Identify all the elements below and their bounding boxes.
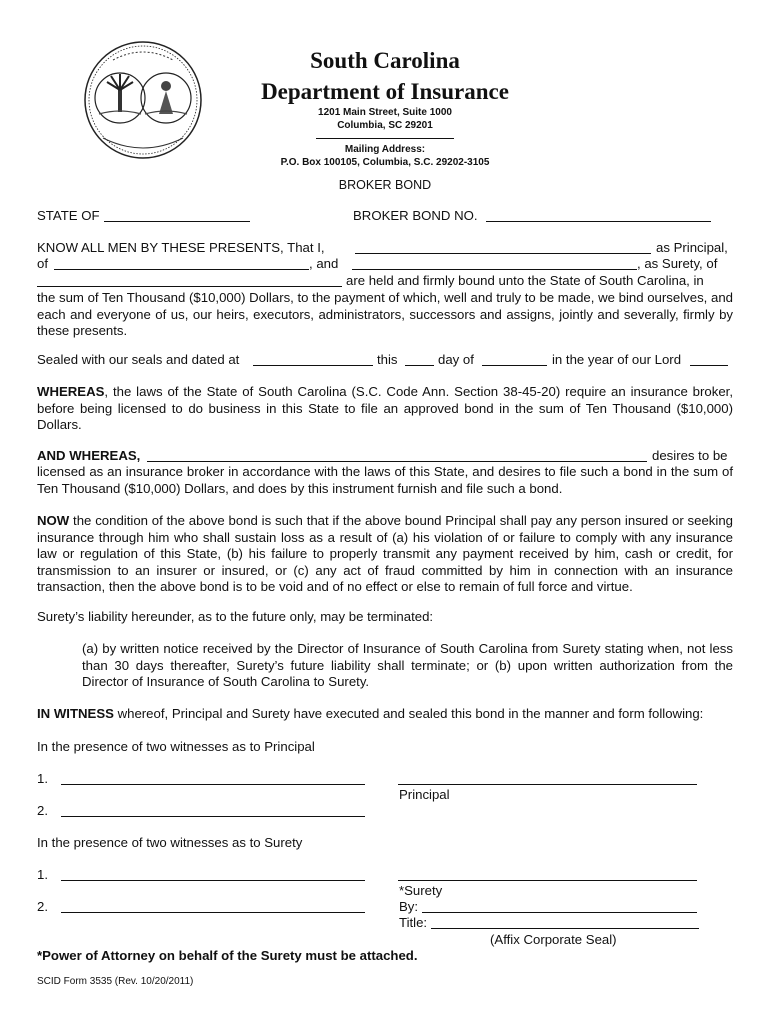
sealed-year-label: in the year of our Lord xyxy=(552,352,682,367)
surety-address-field[interactable] xyxy=(37,286,342,287)
whereas-lead: WHEREAS xyxy=(37,384,105,399)
state-of-field[interactable] xyxy=(104,221,250,222)
termination-text: (a) by written notice received by the Director of Insurance of South Carolina from Surety stating when, not less than 30 days thereafter, Surety’s future liability shall terminate; or (b) upon written authorization from the Director of Insurance of South Carolina to Surety. xyxy=(82,641,733,689)
principal-witness-2-number: 2. xyxy=(37,803,48,818)
sealed-day-of-label: day of xyxy=(438,352,474,367)
surety-label: *Surety xyxy=(399,883,443,898)
and-whereas-name-field[interactable] xyxy=(147,461,647,462)
principal-address-field[interactable] xyxy=(54,269,309,270)
sealed-this-label: this xyxy=(377,352,398,367)
form-id: SCID Form 3535 (Rev. 10/20/2011) xyxy=(37,976,194,987)
state-of-label: STATE OF xyxy=(37,208,100,223)
sealed-label: Sealed with our seals and dated at xyxy=(37,352,240,367)
header-divider xyxy=(316,138,454,139)
surety-witness-2-number: 2. xyxy=(37,899,48,914)
as-principal-label: as Principal, xyxy=(656,240,728,255)
surety-liability-text: Surety’s liability hereunder, as to the future only, may be terminated: xyxy=(37,609,434,624)
now-body: the condition of the above bond is such that if the above bound Principal shall pay any person insured or seeking insurance through him who shall sustain loss as a result of (a) his violation of or failure to comply with any insurance law or regulation of this State, (b) his failure to properly transmit any payment received by him, cash or credit, for transmission to an insurer or insured, or (c) any act of fraud committed by him in connection with an insurance transaction, then the above bond is to be void and of no effect or else to remain of full force and virtue. xyxy=(37,513,733,594)
principal-witness-1-number: 1. xyxy=(37,771,48,786)
and-label: , and xyxy=(309,256,339,271)
whereas-paragraph xyxy=(37,384,733,434)
principal-label: Principal xyxy=(399,787,450,802)
sealed-day-field[interactable] xyxy=(405,365,434,366)
surety-witness-2-field[interactable] xyxy=(61,912,365,913)
in-witness-paragraph xyxy=(37,706,733,723)
desires-label: desires to be xyxy=(652,448,728,463)
whereas-body: , the laws of the State of South Carolina (S.C. Code Ann. Section 38-45-20) require an insurance broker, before being licensed to do business in this State to file an approved bond in the sum of Ten Thousand ($10,000) Dollars. xyxy=(37,384,733,432)
mailing-label: Mailing Address: xyxy=(344,144,426,155)
surety-signature-field[interactable] xyxy=(398,880,697,881)
presence-principal-text: In the presence of two witnesses as to Principal xyxy=(37,739,315,754)
surety-by-label: By: xyxy=(399,899,419,914)
principal-witness-1-field[interactable] xyxy=(61,784,365,785)
surety-name-field[interactable] xyxy=(352,269,637,270)
surety-witness-1-field[interactable] xyxy=(61,880,365,881)
form-title: BROKER BOND xyxy=(338,178,432,192)
mailing-address: P.O. Box 100105, Columbia, S.C. 29202-3105 xyxy=(280,157,490,168)
surety-title-label: Title: xyxy=(399,915,428,930)
and-whereas-lead: AND WHEREAS, xyxy=(37,448,141,463)
presence-surety-text: In the presence of two witnesses as to Surety xyxy=(37,835,303,850)
agency-state-title: South Carolina xyxy=(310,48,460,73)
held-bound-text: are held and firmly bound unto the State of South Carolina, in xyxy=(346,273,704,288)
bond-no-label: BROKER BOND NO. xyxy=(353,208,478,223)
sealed-place-field[interactable] xyxy=(253,365,373,366)
state-seal-icon xyxy=(83,40,203,160)
as-surety-label: , as Surety, of xyxy=(637,256,718,271)
principal-name-field[interactable] xyxy=(355,253,651,254)
sealed-month-field[interactable] xyxy=(482,365,547,366)
know-all-men-body: the sum of Ten Thousand ($10,000) Dollars, to the payment of which, well and truly to be made, we bind ourselves, and each and everyone of us, our heirs, executors, administrators, successors and assigns, jointly and severally, firmly by these presents. xyxy=(37,290,733,338)
agency-department-title: Department of Insurance xyxy=(261,79,509,104)
affix-seal-note: (Affix Corporate Seal) xyxy=(490,932,617,947)
street-address: 1201 Main Street, Suite 1000 xyxy=(318,107,452,118)
in-witness-lead: IN WITNESS xyxy=(37,706,114,721)
and-whereas-body: licensed as an insurance broker in accordance with the laws of this State, and desires to file such a bond in the sum of Ten Thousand ($10,000) Dollars, and does by this instrument furnish and file such a bond. xyxy=(37,464,733,496)
now-lead: NOW xyxy=(37,513,70,528)
surety-title-field[interactable] xyxy=(431,928,699,929)
in-witness-body: whereof, Principal and Surety have executed and sealed this bond in the manner and form following: xyxy=(113,706,704,721)
surety-by-field[interactable] xyxy=(422,912,697,913)
sealed-year-field[interactable] xyxy=(690,365,728,366)
city-address: Columbia, SC 29201 xyxy=(337,120,433,131)
bond-no-field[interactable] xyxy=(486,221,711,222)
principal-witness-2-field[interactable] xyxy=(61,816,365,817)
now-paragraph xyxy=(37,513,733,596)
of-label: of xyxy=(37,256,48,271)
surety-witness-1-number: 1. xyxy=(37,867,48,882)
know-all-men-lead: KNOW ALL MEN BY THESE PRESENTS, That I, xyxy=(37,240,325,255)
principal-signature-field[interactable] xyxy=(398,784,697,785)
power-of-attorney-note: *Power of Attorney on behalf of the Surety must be attached. xyxy=(37,948,418,963)
